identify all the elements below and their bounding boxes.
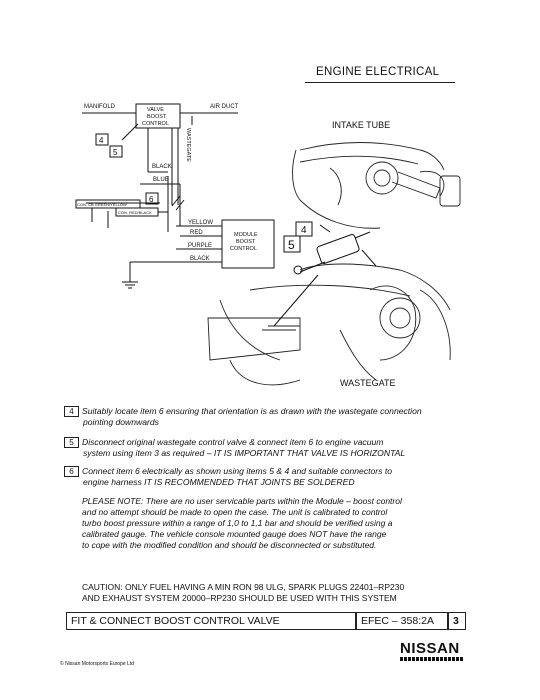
note-line: turbo boost pressure within a range of 1,0 to 1,1 bar and should be verified using a <box>82 518 393 528</box>
note-line: calibrated gauge. The vehicle console mounted gauge does NOT have the range <box>82 529 387 539</box>
label-red: RED <box>190 230 203 236</box>
logo-stripe <box>400 657 464 661</box>
label-valve-1: VALVE <box>147 107 164 113</box>
leader-item4 <box>122 124 138 140</box>
label-callout-5: 5 <box>288 238 295 252</box>
instruction-item-5 <box>64 437 464 459</box>
engine-illustration <box>208 143 460 385</box>
instruction-number: 5 <box>64 437 79 448</box>
note-line: and no attempt should be made to open the case. The unit is calibrated to control <box>82 507 388 517</box>
instruction-text-line2: pointing downwards <box>83 417 159 427</box>
label-con-red: CON. RED/BLACK <box>118 210 152 215</box>
label-intake-tube: INTAKE TUBE <box>332 120 391 130</box>
wire-tick-1 <box>172 196 180 206</box>
instruction-number: 4 <box>64 406 79 417</box>
label-module-2: BOOST <box>236 239 256 245</box>
please-note-paragraph <box>82 496 474 551</box>
instruction-text-line1: Suitably locate item 6 ensuring that orientation is as drawn with the wastegate connection <box>82 406 422 416</box>
caution-paragraph <box>82 582 482 604</box>
label-callout-4: 4 <box>301 225 307 236</box>
footer-title-box: FIT & CONNECT BOOST CONTROL VALVE <box>66 612 356 630</box>
instruction-text-line2: engine harness IT IS RECOMMENDED THAT JOINTS BE SOLDERED <box>83 477 355 487</box>
label-box-4: 4 <box>99 136 104 145</box>
label-wastegate: WASTEGATE <box>340 378 396 388</box>
instruction-item-4 <box>64 406 464 428</box>
label-module-3: CONTROL <box>230 246 257 252</box>
label-yellow: YELLOW <box>188 220 214 226</box>
nissan-logo: NISSAN <box>400 640 460 657</box>
label-con-green: CON. CB GREEN/YELLOW <box>77 202 127 207</box>
label-black-module: BLACK <box>190 256 210 262</box>
label-box-6: 6 <box>149 195 154 204</box>
instruction-text-line1: Connect item 6 electrically as shown using items 5 & 4 and suitable connectors to <box>82 466 393 476</box>
copyright-text: © Nissan Motorsports Europe Ltd <box>60 661 134 667</box>
page-header-title: ENGINE ELECTRICAL <box>316 66 440 78</box>
label-black: BLACK <box>152 164 172 170</box>
note-line: PLEASE NOTE: There are no user servicable parts within the Module – boost control <box>82 496 402 506</box>
label-purple: PURPLE <box>188 243 213 249</box>
label-wastegate-vertical: WASTEGATE <box>185 128 191 162</box>
instruction-number: 6 <box>64 466 79 477</box>
instruction-item-6 <box>64 466 464 488</box>
label-module-1: MODULE <box>234 232 258 238</box>
caution-line: CAUTION: ONLY FUEL HAVING A MIN RON 98 ULG, SPARK PLUGS 22401–RP230 <box>82 582 405 592</box>
label-valve-3: CONTROL <box>142 121 169 127</box>
label-box-5: 5 <box>113 148 118 157</box>
label-blue: BLUE <box>153 177 169 183</box>
instruction-text-line1: Disconnect original wastegate control valve & connect item 6 to engine vacuum <box>82 437 384 447</box>
label-manifold: MANIFOLD <box>84 104 116 110</box>
footer-code-box: EFEC – 358:2A <box>356 612 448 630</box>
note-line: to cope with the modified condition and should be disconnected or substituted. <box>82 540 377 550</box>
footer-page-box: 3 <box>448 612 466 630</box>
label-air-duct: AIR DUCT <box>210 104 239 110</box>
instruction-text-line2: system using item 3 as required – IT IS IMPORTANT THAT VALVE IS HORIZONTAL <box>83 448 406 458</box>
label-valve-2: BOOST <box>147 114 167 120</box>
caution-line: AND EXHAUST SYSTEM 20000–RP230 SHOULD BE USED WITH THIS SYSTEM <box>82 593 397 603</box>
